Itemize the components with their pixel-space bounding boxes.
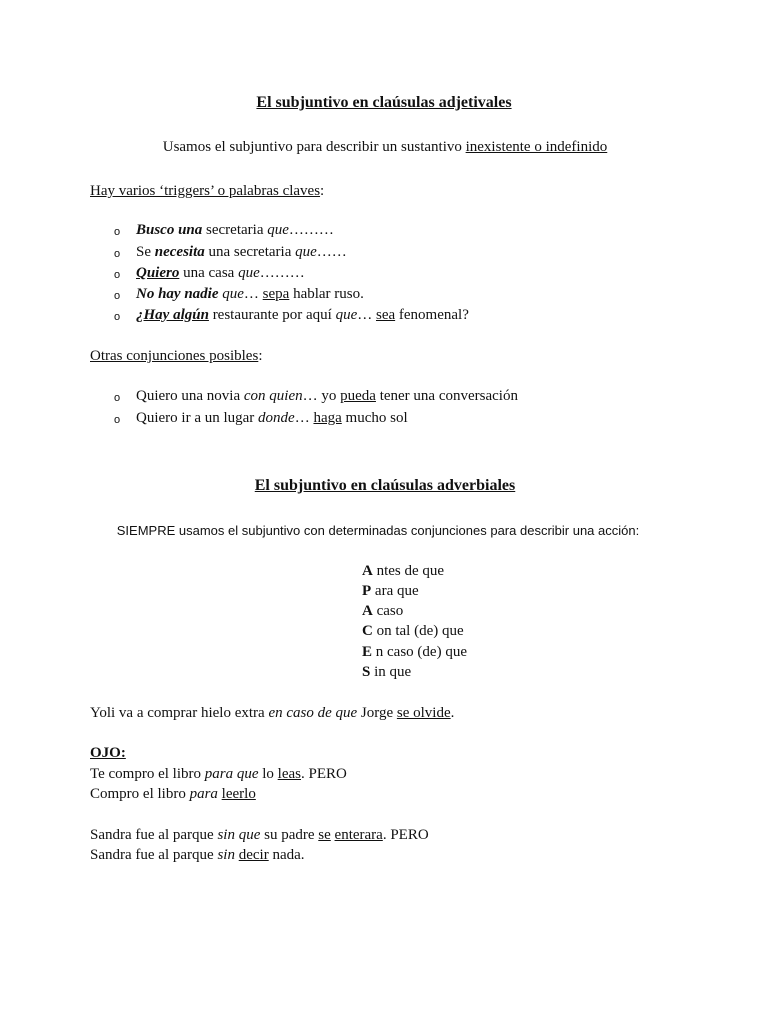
acronym-rest: n caso (de) que — [372, 644, 467, 660]
acronym-line — [362, 662, 411, 682]
sentence-text: Compro el libro — [90, 786, 190, 802]
item-que: que — [295, 244, 317, 260]
section2-title: El subjuntivo en claúsulas adverbiales — [254, 477, 516, 494]
acronym-line — [362, 621, 464, 641]
list-item — [136, 408, 408, 428]
sentence-text: Jorge — [357, 705, 397, 721]
ojo-heading: OJO: — [90, 745, 126, 761]
item-text: secretaria — [202, 222, 268, 238]
acronym-letter: A — [362, 603, 373, 619]
acronym-line — [362, 581, 419, 601]
acronym-line — [362, 561, 444, 581]
list-item — [136, 386, 518, 406]
acronym-rest: on tal (de) que — [372, 623, 464, 639]
example-2 — [90, 784, 256, 804]
item-text: una secretaria — [204, 244, 296, 260]
sentence-text: . — [450, 705, 455, 721]
acronym-line — [362, 601, 403, 621]
item-trigger: Busco una — [136, 222, 203, 238]
sentence-verb: decir — [238, 847, 269, 863]
bullet: o — [113, 392, 121, 404]
sentence-text: . PERO — [382, 827, 429, 843]
sentence-conjunction: en caso de que — [268, 705, 358, 721]
list-item — [136, 242, 347, 262]
acronym-rest: ntes de que — [372, 563, 445, 579]
item-dots: … — [243, 286, 263, 302]
sentence-verb: leerlo — [221, 786, 256, 802]
bullet: o — [113, 414, 121, 426]
sentence-text: Sandra fue al parque — [90, 847, 218, 863]
sentence-text: Te compro el libro — [90, 766, 205, 782]
sentence-text: Sandra fue al parque — [90, 827, 218, 843]
sentence-conjunction: sin que — [217, 827, 261, 843]
bullet: o — [113, 269, 121, 281]
yoli-sentence — [90, 703, 454, 723]
item-dots: … — [357, 307, 376, 323]
item-conjunction: con quien — [243, 388, 303, 404]
item-text: tener una conversación — [375, 388, 518, 404]
item-trigger: ¿Hay algún — [136, 307, 209, 323]
acronym-letter: P — [362, 583, 372, 599]
sentence-verb: se olvide — [396, 705, 451, 721]
triggers-colon: : — [320, 183, 325, 199]
item-text: Quiero ir a un lugar — [136, 410, 259, 426]
otras-heading-text: Otras conjunciones posibles — [90, 348, 259, 364]
otras-heading — [90, 346, 262, 366]
acronym-letter: C — [362, 623, 373, 639]
acronym-rest: caso — [372, 603, 404, 619]
otras-colon: : — [258, 348, 263, 364]
acronym-line — [362, 642, 467, 662]
bullet: o — [113, 226, 121, 238]
sentence-verb: enterara — [334, 827, 383, 843]
list-item — [136, 220, 334, 240]
intro-line — [1, 137, 768, 157]
item-conjunction: donde — [258, 410, 295, 426]
bullet: o — [113, 311, 121, 323]
section1-title: El subjuntivo en claúsulas adjetivales — [256, 94, 512, 111]
item-text: … yo — [302, 388, 341, 404]
item-verb: sea — [375, 307, 396, 323]
sentence-text: nada. — [268, 847, 305, 863]
sentence-text: lo — [258, 766, 278, 782]
item-que: que — [267, 222, 289, 238]
item-text: mucho sol — [341, 410, 408, 426]
example-4 — [90, 845, 305, 865]
triggers-heading-text: Hay varios ‘triggers’ o palabras claves — [90, 183, 321, 199]
list-item — [136, 263, 305, 283]
item-dots: ……… — [288, 222, 334, 238]
sentence-text: su padre — [260, 827, 319, 843]
item-que: que — [335, 307, 358, 323]
bullet: o — [113, 290, 121, 302]
sentence-conjunction: sin — [217, 847, 235, 863]
item-dots: ……… — [259, 265, 305, 281]
acronym-letter: S — [362, 664, 371, 680]
item-dots: …… — [316, 244, 347, 260]
sentence-verb: leas — [277, 766, 301, 782]
item-text: una casa — [179, 265, 239, 281]
sentence-conjunction: para — [189, 786, 218, 802]
sentence-conjunction: para que — [204, 766, 259, 782]
item-trigger: necesita — [154, 244, 205, 260]
triggers-heading — [90, 181, 324, 201]
item-verb: pueda — [340, 388, 376, 404]
intro-underlined: inexistente o indefinido — [465, 139, 608, 155]
sentence-pronoun: se — [318, 827, 331, 843]
item-trigger: Quiero — [136, 265, 180, 281]
item-text: fenomenal? — [395, 307, 469, 323]
sentence-text: Yoli va a comprar hielo extra — [90, 705, 269, 721]
item-verb: sepa — [262, 286, 290, 302]
example-1 — [90, 764, 347, 784]
item-verb: haga — [313, 410, 342, 426]
sentence-text: . PERO — [301, 766, 347, 782]
bullet: o — [113, 248, 121, 260]
item-text: hablar ruso. — [289, 286, 364, 302]
list-item — [136, 284, 364, 304]
acronym-rest: in que — [370, 664, 412, 680]
item-text: Quiero una novia — [136, 388, 244, 404]
item-trigger: No hay nadie — [136, 286, 219, 302]
item-que: que — [218, 286, 244, 302]
acronym-letter: E — [362, 644, 373, 660]
siempre-line: SIEMPRE usamos el subjuntivo con determinadas conjunciones para describir una acción: — [116, 523, 640, 538]
item-text: … — [294, 410, 314, 426]
example-3 — [90, 825, 429, 845]
item-text: Se — [136, 244, 155, 260]
intro-text: Usamos el subjuntivo para describir un sustantivo — [162, 139, 466, 155]
item-que: que — [238, 265, 260, 281]
acronym-letter: A — [362, 563, 373, 579]
acronym-rest: ara que — [371, 583, 419, 599]
item-text: restaurante por aquí — [208, 307, 336, 323]
list-item — [136, 305, 469, 325]
